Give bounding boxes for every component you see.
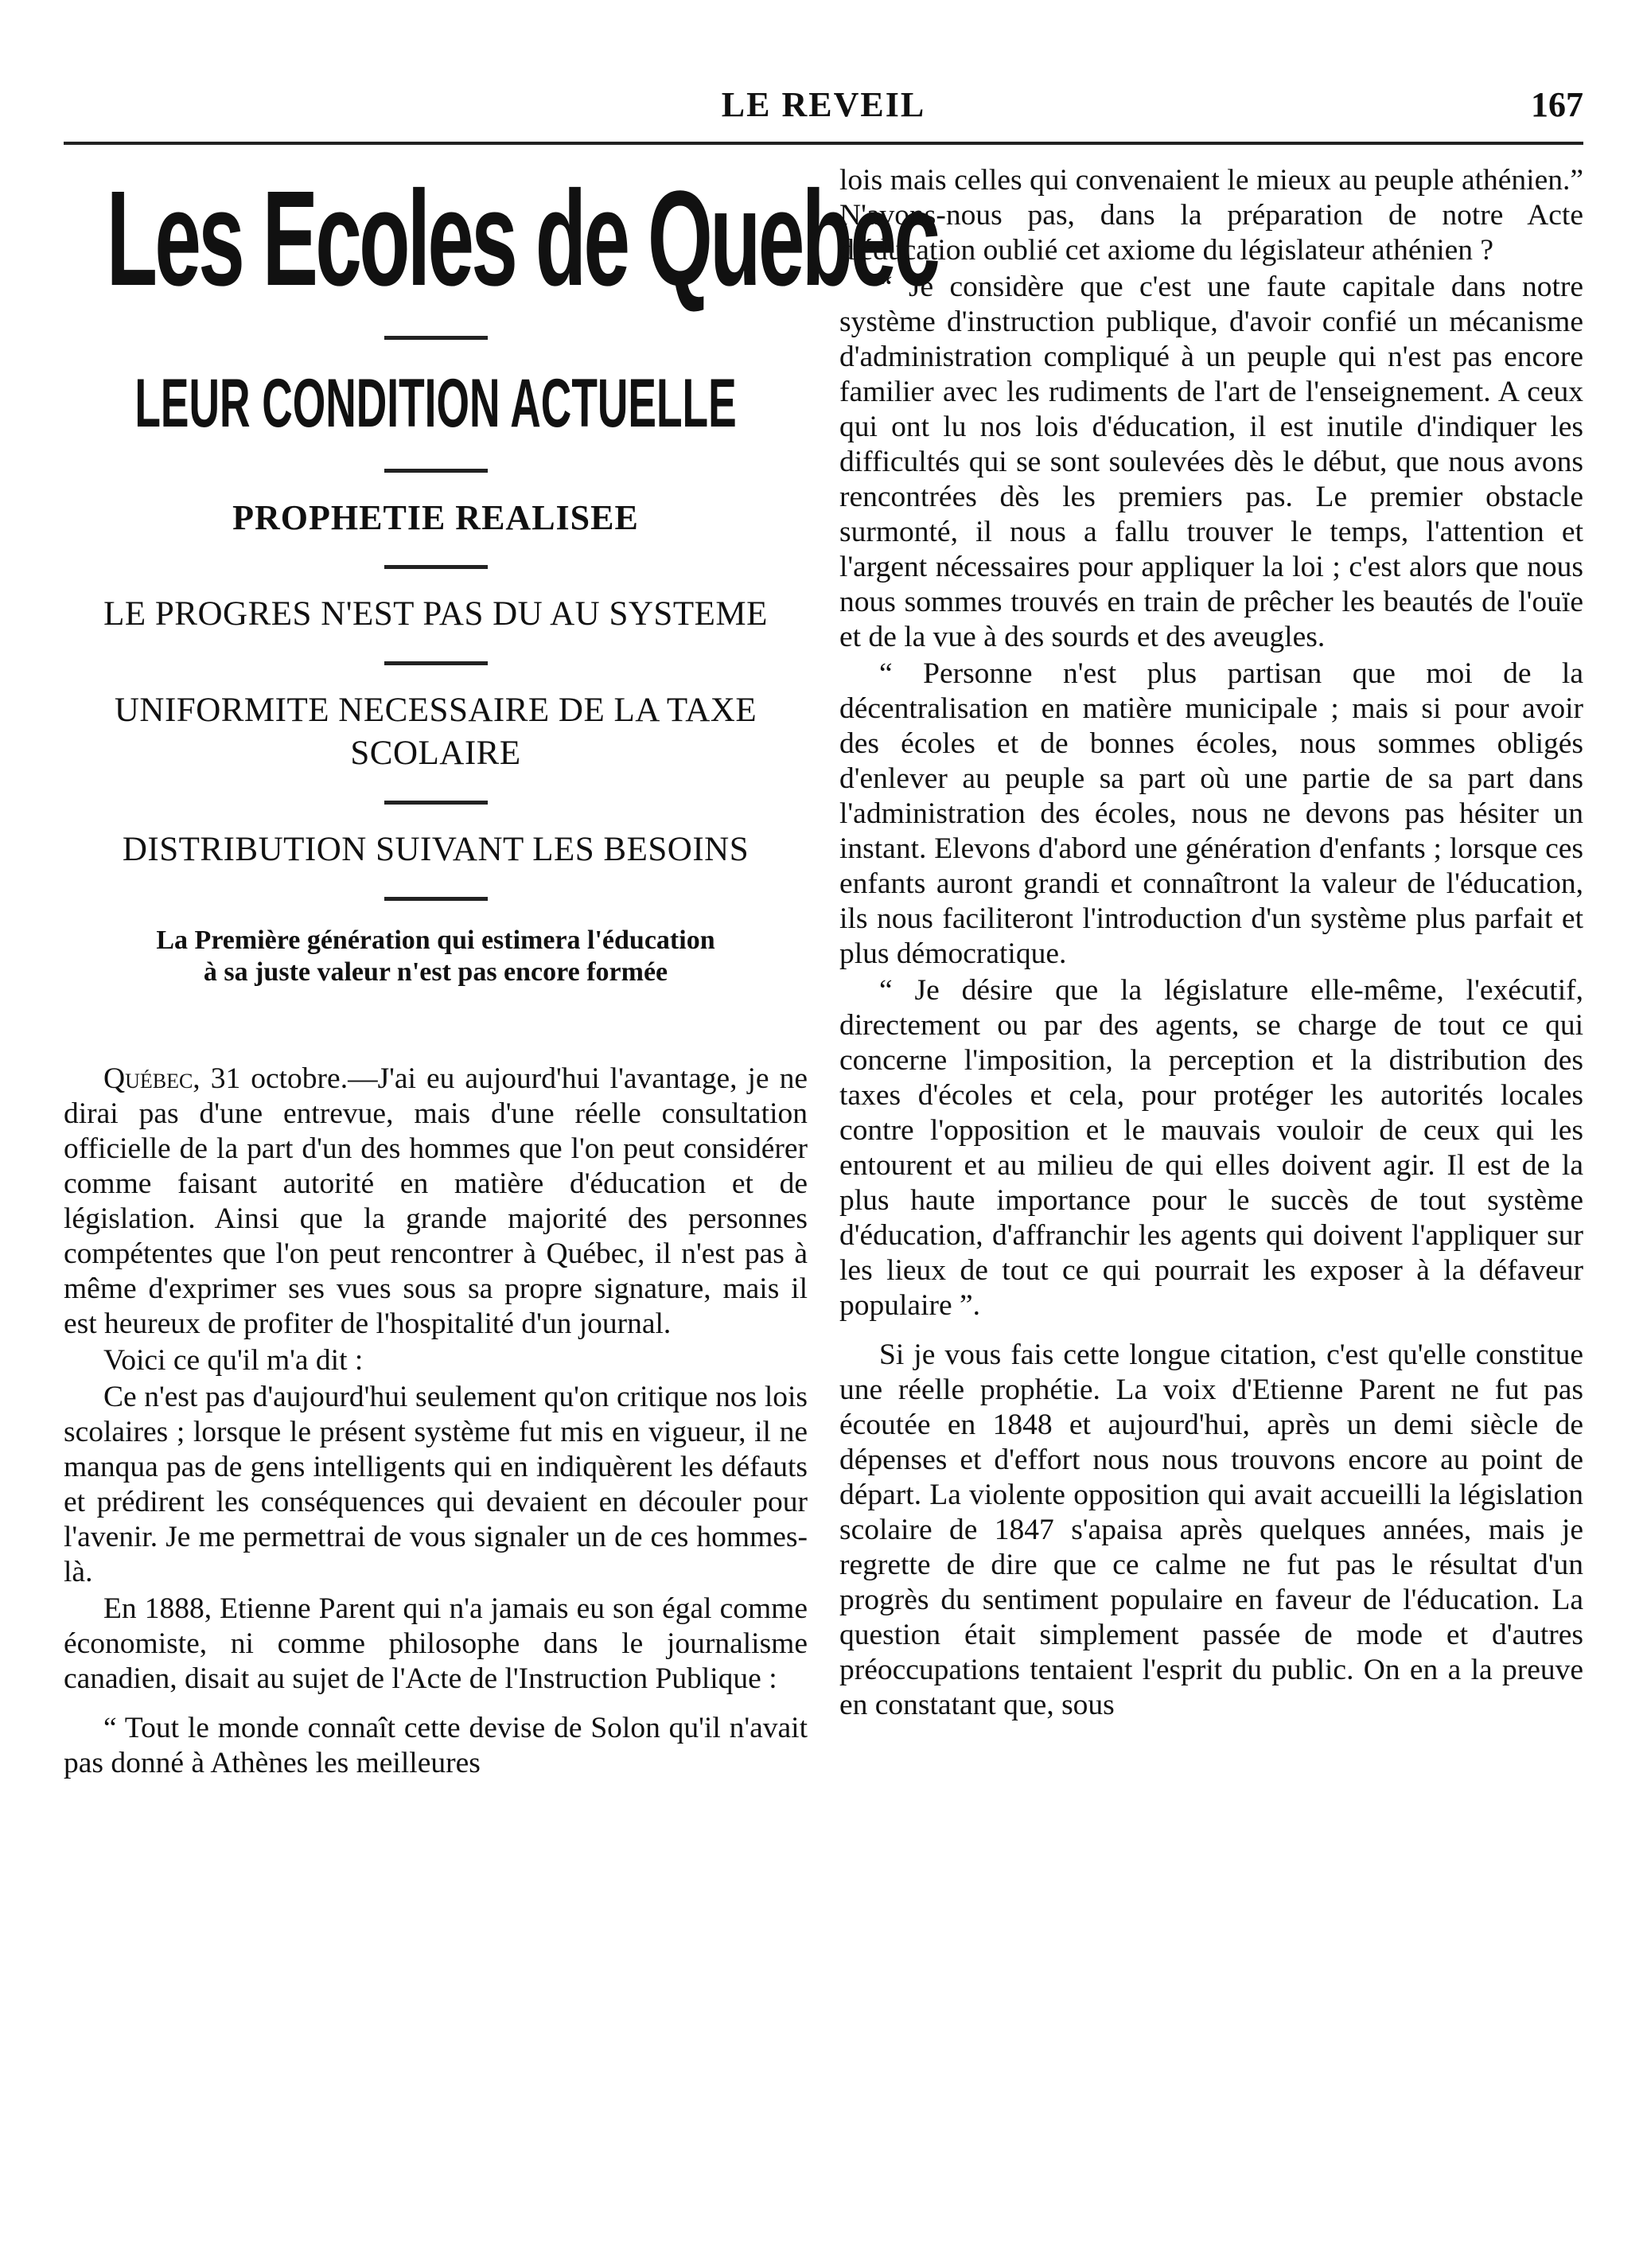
subdeck-line: à sa juste valeur n'est pas encore formée: [203, 957, 668, 987]
dateline: Québec,: [103, 1062, 201, 1095]
left-column: [64, 163, 938, 1781]
divider: [384, 336, 488, 340]
running-title: LE REVEIL: [721, 85, 926, 124]
deck-condition: LEUR CONDITION ACTUELLE: [134, 365, 737, 442]
divider: [384, 801, 488, 805]
paragraph: “ Personne n'est plus partisan que moi de la décentralisation en matière municipale ; mais si pour avoir des écoles et de bonnes écoles, nous sommes obligés d'enlever au peuple sa part où une partie de sa part dans l'administration des écoles, nous ne devons pas hésiter un instant. Elevons d'abord une génération d'enfants ; lorsque ces enfants auront grandi et connaîtront la valeur de l'éducation, ils nous faciliteront l'introduction d'un système plus parfait et plus démocratique.: [839, 657, 1583, 970]
paragraph: “ Je désire que la législature elle-même, l'exécutif, directement ou par des agents, se charge de tout ce qui concerne l'imposition, la perception et la distribution des taxes d'écoles et cela, pour protéger les autorités locales contre l'opposition et le mauvais vouloir de ceux qui les entourent et au milieu de qui elles doivent agir. Il est de la plus haute importance pour le succès de tout système d'éducation, d'affranchir les agents qui doivent l'appliquer sur les lieux de tout ce qui pourrait les exposer à la défaveur populaire ”.: [839, 974, 1583, 1322]
page-number: 167: [1531, 85, 1583, 124]
deck-distribution: DISTRIBUTION SUIVANT LES BESOINS: [122, 831, 750, 868]
header-rule: [64, 142, 1583, 145]
spacer: [64, 988, 808, 1062]
paragraph: “ Je considère que c'est une faute capitale dans notre système d'instruction publique, d'avoir confié un mécanisme d'administration compliqué à un peuple qui n'est pas encore familier avec les rudiments de l'art de l'enseignement. A ceux qui ont lu nos lois d'éducation, il est inutile d'indiquer les difficultés qui se sont soulevées dès le début, que nous avons rencontrées dès les premiers pas. Le premier obstacle surmonté, il nous a fallu trouver le temps, l'attention et l'argent nécessaires pour appliquer la loi ; c'est alors que nous nous sommes trouvés en train de prêcher les beautés de l'ouïe et de la vue à des sourds et des aveugles.: [839, 271, 1583, 653]
divider: [384, 469, 488, 473]
deck-uniformite: UNIFORMITE NECESSAIRE DE LA TAXE SCOLAIRE: [114, 692, 757, 772]
paragraph: lois mais celles qui convenaient le mieux au peuple athénien.” N'avons-nous pas, dans la préparation de notre Acte d'éducation oublié cet axiome du législateur athénien ?: [839, 164, 1583, 267]
deck-progres: LE PROGRES N'EST PAS DU AU SYSTEME: [103, 595, 768, 633]
running-header: [64, 80, 1583, 135]
deck-prophetie: PROPHETIE REALISEE: [232, 498, 639, 537]
subdeck: [64, 925, 808, 988]
main-headline: Les Ecoles de Quebec: [106, 163, 938, 314]
paragraph: [64, 1062, 808, 1342]
divider: [384, 897, 488, 901]
divider: [384, 661, 488, 665]
subdeck-line: La Première génération qui estimera l'éducation: [156, 926, 715, 955]
divider: [384, 565, 488, 569]
paragraph: Ce n'est pas d'aujourd'hui seulement qu'on critique nos lois scolaires ; lorsque le présent système fut mis en vigueur, il ne manqua pas de gens intelligents qui en indiquèrent les défauts et prédirent les conséquences qui devaient en découler pour l'avenir. Je me permettrai de vous signaler un de ces hommes-là.: [64, 1381, 808, 1588]
paragraph: Si je vous fais cette longue citation, c'est qu'elle constitue une réelle prophétie. La voix d'Etienne Parent ne fut pas écoutée en 1848 et aujourd'hui, après un demi siècle de dépenses et d'effort nous nous trouvons encore au point de départ. La violente opposition qui avait accueilli la législation scolaire de 1847 s'apaisa après quelques années, mais je regrette de dire que ce calme ne fut pas le résultat d'un progrès du sentiment populaire en faveur de l'éducation. La question était simplement passée de mode et d'autres préoccupations tentaient l'esprit du public. On en a la preuve en constatant que, sous: [839, 1339, 1583, 1721]
right-column: [839, 163, 1583, 1723]
paragraph: “ Tout le monde connaît cette devise de Solon qu'il n'avait pas donné à Athènes les meilleures: [64, 1712, 808, 1779]
paragraph: Voici ce qu'il m'a dit :: [103, 1344, 364, 1377]
paragraph: En 1888, Etienne Parent qui n'a jamais eu son égal comme économiste, ni comme philosophe dans le journalisme canadien, disait au sujet de l'Acte de l'Instruction Publique :: [64, 1592, 808, 1695]
paragraph-text: 31 octobre.—J'ai eu aujourd'hui l'avantage, je ne dirai pas d'une entrevue, mais d'une réelle consultation officielle de la part d'un des hommes que l'on peut considérer comme faisant autorité en matière d'éducation et de législation. Ainsi que la grande majorité des personnes compétentes que l'on peut rencontrer à Québec, il n'est pas à même d'exprimer ses vues sous sa propre signature, mais il est heureux de profiter de l'hospitalité d'un journal.: [64, 1062, 808, 1340]
